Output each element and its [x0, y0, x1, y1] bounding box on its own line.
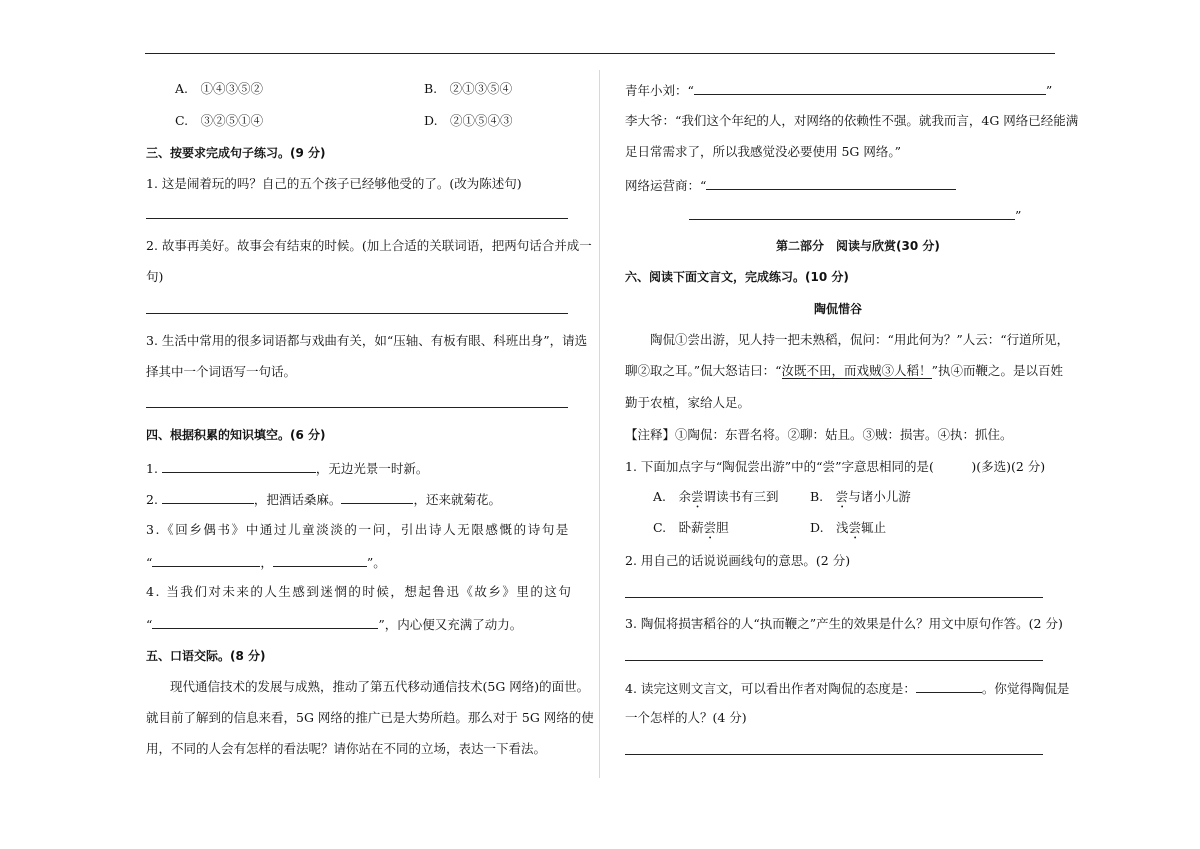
part2-title: 第二部分 阅读与欣赏(30 分) [776, 239, 940, 253]
q2-mid: ，把酒话桑麻。 [253, 492, 342, 507]
section5-p1: 现代通信技术的发展与成熟，推动了第五代移动通信技术(5G 网络)的面世。 [170, 679, 590, 694]
dotted-char: 尝 [835, 489, 849, 504]
fill-blank[interactable] [162, 459, 316, 473]
option-text: 与诸小儿游 [848, 489, 911, 504]
close-quote: ”。 [366, 555, 386, 570]
section6-q2: 2. 用自己的话说说画线句的意思。(2 分) [625, 553, 851, 568]
section5-title: 五、口语交际。(8 分) [146, 649, 266, 663]
section3-q3-line2: 择其中一个词语写一句话。 [146, 364, 297, 379]
q1-option-a [653, 489, 779, 511]
option-b: B. ②①③⑤④ [424, 81, 513, 96]
option-text: 谓读书有三到 [703, 489, 779, 504]
option-text: 胆 [716, 520, 729, 535]
dotted-char: 尝 [848, 520, 862, 535]
close-quote: ”，内心便又充满了动力。 [378, 617, 523, 632]
q4-text: 4. 读完这则文言文，可以看出作者对陶侃的态度是： [625, 681, 916, 696]
option-text: B. [810, 489, 836, 504]
section5-p2: 就目前了解到的信息来看，5G 网络的推广已是大势所趋。那么对于 5G 网络的使 [146, 710, 594, 725]
option-text: D. 浅 [810, 520, 849, 535]
q1-option-d [810, 520, 886, 542]
q2-suffix: ，还来就菊花。 [413, 492, 501, 507]
option-a: A. ①④③⑤② [175, 81, 264, 96]
open-quote: “ [146, 555, 153, 570]
operator-label: 网络运营商：“ [625, 178, 707, 193]
section3-q1: 1. 这是闹着玩的吗？自己的五个孩子已经够他受的了。(改为陈述句) [146, 176, 522, 191]
section6-q4-line2: 一个怎样的人？(4 分) [625, 710, 747, 725]
answer-line[interactable] [146, 407, 568, 408]
youth-line [625, 81, 1052, 99]
answer-line[interactable] [146, 218, 568, 219]
q4-text: 。你觉得陶侃是 [981, 681, 1070, 696]
underlined-sentence: 汝既不田，而戏贼③人稻！ [781, 363, 932, 378]
passage-text: ”执④而鞭之。是以百姓 [931, 363, 1063, 378]
youth-label: 青年小刘：“ [625, 83, 694, 98]
operator-line [625, 176, 956, 194]
section4-title: 四、根据积累的知识填空。(6 分) [146, 428, 326, 442]
section6-q4-line1 [625, 679, 1069, 697]
section3-q2-line2: 句) [146, 269, 164, 284]
option-text: 辄止 [861, 520, 887, 535]
section3-q3-line1: 3. 生活中常用的很多词语都与戏曲有关，如“压轴、有板有眼、科班出身”，请选 [146, 333, 588, 348]
section4-q4-line1: 4. 当我们对未来的人生感到迷惘的时候，想起鲁迅《故乡》里的这句 [146, 584, 573, 599]
answer-line[interactable] [625, 597, 1043, 598]
dotted-char: 尝 [703, 520, 717, 535]
answer-line[interactable] [146, 313, 568, 314]
section3-title: 三、按要求完成句子练习。(9 分) [146, 146, 326, 160]
section4-q3-line1: 3.《回乡偶书》中通过儿童淡淡的一问，引出诗人无限感慨的诗句是 [146, 522, 571, 537]
column-divider [599, 70, 600, 778]
section6-q1: 1. 下面加点字与“陶侃尝出游”中的“尝”字意思相同的是( )(多选)(2 分) [625, 459, 1046, 474]
passage-line3: 勤于农植，家给人足。 [625, 395, 751, 410]
fill-blank[interactable] [152, 553, 260, 567]
fill-blank[interactable] [162, 490, 254, 504]
section4-q3-line2 [146, 553, 386, 571]
section6-title: 六、阅读下面文言文，完成练习。(10 分) [625, 270, 849, 284]
top-rule [145, 53, 1055, 54]
elder-line2: 足日常需求了，所以我感觉没必要使用 5G 网络。” [625, 144, 902, 159]
annotation-note: 【注释】①陶侃：东晋名将。②聊：姑且。③贼：损害。④执：抓住。 [625, 427, 1013, 442]
fill-blank[interactable] [341, 490, 413, 504]
passage-line1: 陶侃①尝出游，见人持一把未熟稻，侃问：“用此何为？”人云：“行道所见， [650, 332, 1070, 347]
q1-option-c [653, 520, 729, 542]
q1-prefix: 1. [146, 461, 158, 476]
fill-blank[interactable] [694, 81, 1046, 95]
elder-line1: 李大爷：“我们这个年纪的人，对网络的依赖性不强。就我而言，4G 网络已经能满 [625, 113, 1079, 128]
fill-blank[interactable] [689, 206, 1015, 220]
option-c: C. ③②⑤①④ [175, 113, 264, 128]
q2-prefix: 2. [146, 492, 158, 507]
answer-line[interactable] [625, 754, 1043, 755]
section6-q3: 3. 陶侃将损害稻谷的人“执而鞭之”产生的效果是什么？用文中原句作答。(2 分) [625, 616, 1063, 631]
fill-blank[interactable] [273, 553, 367, 567]
section3-q2-line1: 2. 故事再美好。故事会有结束的时候。(加上合适的关联词语，把两句话合并成一 [146, 238, 592, 253]
fill-blank[interactable] [916, 679, 982, 693]
section4-q4-line2 [146, 615, 522, 633]
option-d: D. ②①⑤④③ [424, 113, 513, 128]
dotted-char: 尝 [691, 489, 704, 504]
answer-line[interactable] [625, 660, 1043, 661]
passage-text: 聊②取之耳。”侃大怒诘曰：“ [625, 363, 782, 378]
comma: ， [260, 555, 273, 570]
fill-blank[interactable] [706, 176, 956, 190]
passage-title: 陶侃惜谷 [814, 302, 863, 316]
q1-suffix: ，无边光景一时新。 [315, 461, 429, 476]
open-quote: “ [146, 617, 153, 632]
section5-p3: 用，不同的人会有怎样的看法呢？请你站在不同的立场，表达一下看法。 [146, 741, 547, 756]
option-text: A. 余 [653, 489, 692, 504]
fill-blank[interactable] [152, 615, 378, 629]
section4-q2 [146, 490, 501, 508]
q1-option-b [810, 489, 911, 511]
close-quote: ” [1045, 83, 1053, 98]
close-quote: ” [1015, 208, 1022, 223]
section4-q1 [146, 459, 428, 477]
operator-line2 [689, 206, 1021, 224]
option-text: C. 卧薪 [653, 520, 704, 535]
passage-line2 [625, 363, 1063, 379]
